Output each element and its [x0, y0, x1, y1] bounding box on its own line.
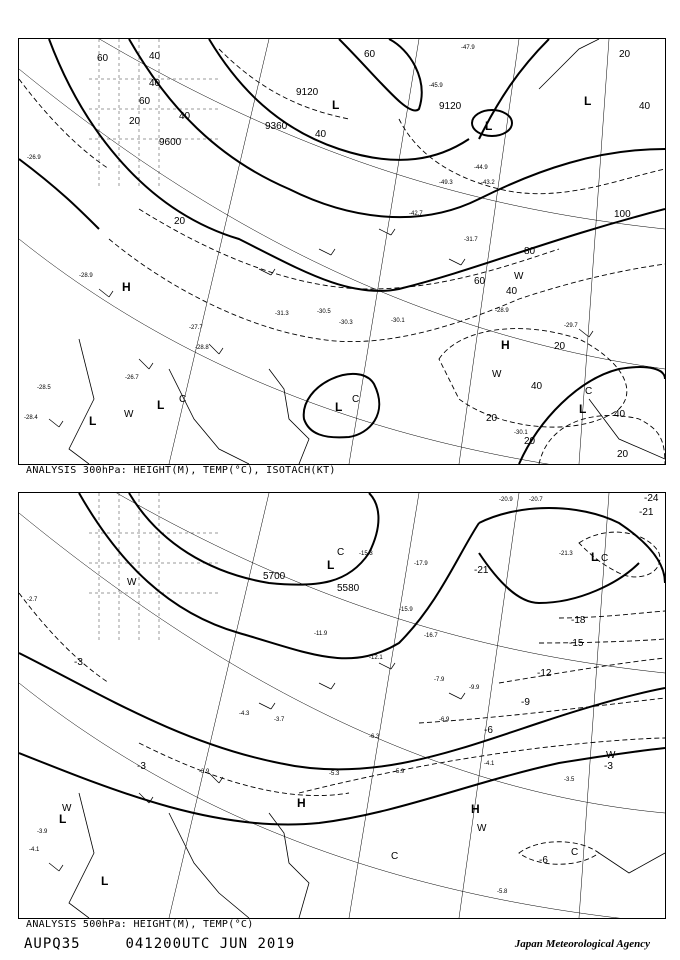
isotach-label: 100 — [614, 209, 631, 220]
temperature-label: -26.7 — [125, 375, 139, 381]
isotherm-label: -24 — [644, 493, 659, 504]
isotach-label: 20 — [129, 116, 141, 127]
pressure-center: L — [332, 98, 340, 112]
map-500-svg — [19, 493, 665, 918]
temperature-label: -5.8 — [497, 889, 508, 895]
temperature-label: -45.9 — [429, 83, 443, 89]
temperature-label: -29.7 — [564, 323, 578, 329]
pressure-center: W — [127, 577, 137, 588]
isotherm-label: -3 — [137, 761, 146, 772]
isotach-label: 60 — [97, 53, 109, 64]
product-id: AUPQ35 — [24, 936, 81, 952]
isotach-label: 60 — [139, 96, 151, 107]
height-label: 9600 — [159, 137, 182, 148]
isotherm-label: -18 — [571, 615, 586, 626]
temperature-label: -3.9 — [37, 829, 48, 835]
temperature-label: -6.3 — [369, 734, 380, 740]
temperature-label: -4.1 — [29, 847, 40, 853]
isotach-label: 40 — [149, 51, 161, 62]
isotach-label: 20 — [617, 449, 629, 460]
temperature-label: -15.9 — [399, 607, 413, 613]
isotach-label: 40 — [506, 286, 518, 297]
temperature-label: -2.7 — [27, 597, 38, 603]
temperature-label: -28.8 — [195, 345, 209, 351]
temperature-label: -4.1 — [484, 761, 495, 767]
pressure-center: L — [584, 94, 592, 108]
isotach-label: 40 — [531, 381, 543, 392]
temperature-label: -44.9 — [474, 165, 488, 171]
temperature-label: -3.7 — [274, 717, 285, 723]
temperature-label: -49.3 — [439, 180, 453, 186]
analysis-300hpa-map — [18, 38, 666, 465]
pressure-center: W — [606, 750, 616, 761]
isotach-label: 40 — [179, 111, 191, 122]
panel-caption-300: ANALYSIS 300hPa: HEIGHT(M), TEMP(°C), ISOTACH(KT) — [26, 465, 336, 476]
pressure-center: L — [327, 558, 335, 572]
agency-name: Japan Meteorological Agency — [514, 938, 650, 950]
height-label: 9360 — [265, 121, 288, 132]
height-label: 9120 — [296, 87, 319, 98]
temperature-label: -30.1 — [514, 430, 528, 436]
pressure-center: L — [101, 874, 109, 888]
temperature-label: -16.7 — [424, 633, 438, 639]
temperature-label: -12.1 — [369, 655, 383, 661]
isotherm-label: -6 — [539, 855, 548, 866]
height-label: 5580 — [337, 583, 360, 594]
product-header — [24, 936, 295, 952]
pressure-center: W — [62, 803, 72, 814]
pressure-center: L — [89, 414, 97, 428]
isotach-label: 40 — [315, 129, 327, 140]
isotach-label: 80 — [524, 246, 536, 257]
isotach-label: 40 — [639, 101, 651, 112]
temperature-label: -17.9 — [414, 561, 428, 567]
isotach-label: 60 — [474, 276, 486, 287]
isotherm-label: -15 — [569, 638, 584, 649]
isotherm-label: -21 — [639, 507, 654, 518]
pressure-center: L — [59, 812, 67, 826]
temperature-label: -47.9 — [461, 45, 475, 51]
isotach-label: 20 — [174, 216, 186, 227]
temperature-label: -28.5 — [37, 385, 51, 391]
isotherm-label: -3 — [74, 657, 83, 668]
pressure-center: W — [514, 271, 524, 282]
pressure-center: W — [492, 369, 502, 380]
pressure-center: C — [585, 386, 593, 397]
panel-caption-500: ANALYSIS 500hPa: HEIGHT(M), TEMP(°C) — [26, 919, 254, 930]
height-label: 5700 — [263, 571, 286, 582]
temperature-label: -7.9 — [434, 677, 445, 683]
temperature-label: -21.3 — [559, 551, 573, 557]
valid-time: 041200UTC JUN 2019 — [125, 936, 296, 952]
height-label: 9120 — [439, 101, 462, 112]
temperature-label: -15.3 — [359, 551, 373, 557]
isotach-label: 40 — [614, 409, 626, 420]
pressure-center: L — [485, 119, 493, 133]
analysis-500hpa-map — [18, 492, 666, 919]
isotherm-label: -21 — [474, 565, 489, 576]
temperature-label: -20.9 — [499, 497, 513, 503]
temperature-label: -20.7 — [529, 497, 543, 503]
pressure-center: H — [122, 280, 131, 294]
pressure-center: L — [579, 402, 587, 416]
pressure-center: C — [179, 394, 187, 405]
temperature-label: -5.3 — [329, 771, 340, 777]
temperature-label: -28.9 — [79, 273, 93, 279]
isotach-label: 40 — [149, 78, 161, 89]
temperature-label: -9.9 — [469, 685, 480, 691]
pressure-center: L — [157, 398, 165, 412]
temperature-label: -31.3 — [275, 311, 289, 317]
isotach-label: 20 — [486, 413, 498, 424]
temperature-label: -30.3 — [339, 320, 353, 326]
pressure-center: L — [591, 550, 599, 564]
isotach-label: 20 — [524, 436, 536, 447]
temperature-label: -28.9 — [495, 308, 509, 314]
temperature-label: -30.1 — [391, 318, 405, 324]
temperature-label: -30.5 — [317, 309, 331, 315]
temperature-label: -43.2 — [481, 180, 495, 186]
pressure-center: C — [571, 847, 579, 858]
temperature-label: -27.7 — [189, 325, 203, 331]
temperature-label: -31.7 — [464, 237, 478, 243]
isotach-label: 20 — [554, 341, 566, 352]
pressure-center: W — [124, 409, 134, 420]
temperature-label: -4.3 — [239, 711, 250, 717]
isotach-label: 60 — [364, 49, 376, 60]
pressure-center: W — [477, 823, 487, 834]
pressure-center: C — [601, 553, 609, 564]
isotherm-label: -6 — [484, 725, 493, 736]
isotherm-label: -9 — [521, 697, 530, 708]
pressure-center: C — [352, 394, 360, 405]
pressure-center: C — [391, 851, 399, 862]
pressure-center: H — [297, 796, 306, 810]
pressure-center: H — [501, 338, 510, 352]
isotherm-label: -12 — [537, 668, 552, 679]
isotach-label: 20 — [619, 49, 631, 60]
map-300-svg — [19, 39, 665, 464]
pressure-center: H — [471, 802, 480, 816]
temperature-label: -11.9 — [314, 631, 328, 637]
isotherm-label: -3 — [604, 761, 613, 772]
temperature-label: -42.7 — [409, 211, 423, 217]
pressure-center: C — [337, 547, 345, 558]
temperature-label: -6.9 — [439, 717, 450, 723]
temperature-label: -26.9 — [27, 155, 41, 161]
temperature-label: -28.4 — [24, 415, 38, 421]
temperature-label: -5.9 — [394, 769, 405, 775]
pressure-center: L — [335, 400, 343, 414]
temperature-label: -3.9 — [199, 769, 210, 775]
temperature-label: -3.5 — [564, 777, 575, 783]
